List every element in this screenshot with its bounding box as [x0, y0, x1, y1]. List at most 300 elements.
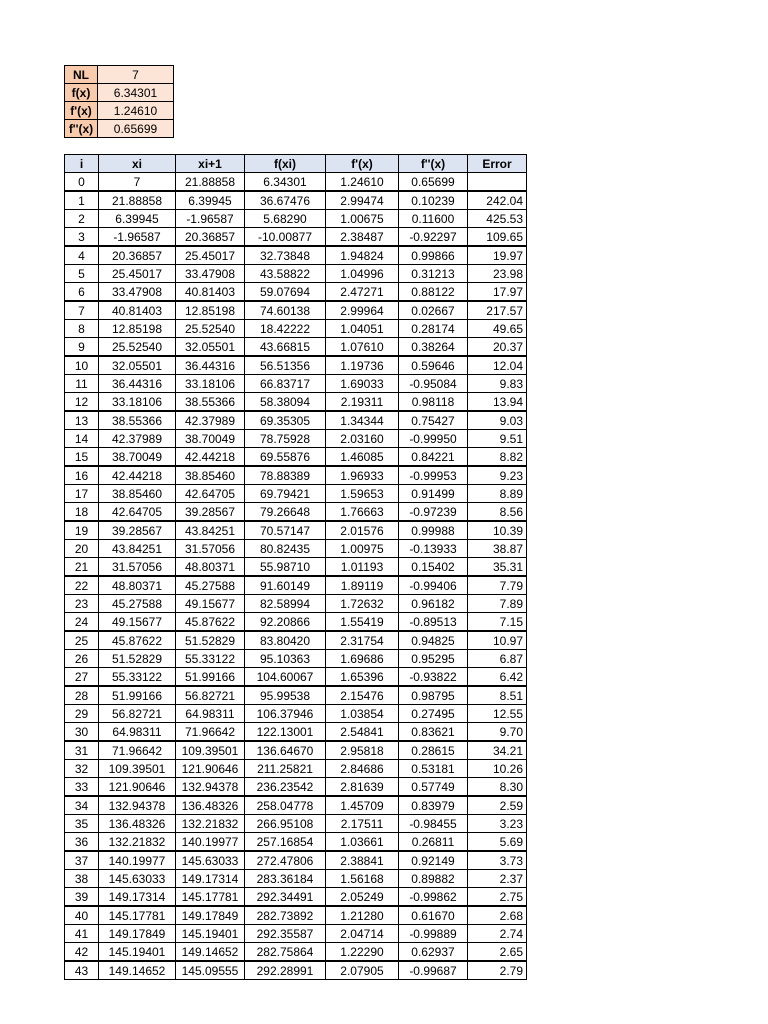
cell-error: 9.23	[468, 466, 527, 485]
cell-i: 39	[65, 888, 99, 907]
cell-xi-plus-1: 149.14652	[176, 943, 245, 962]
cell-xi-plus-1: 132.21832	[176, 815, 245, 833]
cell-i: 20	[65, 540, 99, 558]
table-row	[65, 668, 527, 687]
table-row	[65, 173, 527, 192]
cell-fxi: 78.75928	[245, 430, 326, 448]
cell-xi: 64.98311	[99, 723, 176, 742]
cell-error: 17.97	[468, 283, 527, 302]
cell-fxi: 66.83717	[245, 375, 326, 393]
cell-xi: 25.45017	[99, 265, 176, 283]
cell-second-derivative: 0.92149	[399, 851, 468, 870]
cell-second-derivative: 0.65699	[399, 173, 468, 192]
cell-fxi: 56.51356	[245, 356, 326, 375]
cell-fxi: 69.79421	[245, 485, 326, 503]
cell-second-derivative: 0.53181	[399, 760, 468, 778]
table-row	[65, 796, 527, 815]
cell-error: 8.82	[468, 448, 527, 467]
cell-first-derivative: 2.38841	[326, 851, 399, 870]
cell-error: 8.51	[468, 686, 527, 705]
cell-xi-plus-1: 42.44218	[176, 448, 245, 467]
cell-error: 12.04	[468, 356, 527, 375]
cell-xi: 55.33122	[99, 668, 176, 687]
cell-error: 19.97	[468, 246, 527, 265]
cell-xi-plus-1: 109.39501	[176, 741, 245, 760]
cell-second-derivative: -0.99953	[399, 466, 468, 485]
cell-first-derivative: 2.99964	[326, 301, 399, 320]
cell-error: 20.37	[468, 338, 527, 357]
cell-first-derivative: 1.04996	[326, 265, 399, 283]
cell-i: 5	[65, 265, 99, 283]
cell-fxi: 292.34491	[245, 888, 326, 907]
cell-fxi: 95.99538	[245, 686, 326, 705]
cell-error: 10.97	[468, 631, 527, 650]
cell-i: 18	[65, 503, 99, 522]
cell-fxi: 43.66815	[245, 338, 326, 357]
cell-error: 38.87	[468, 540, 527, 558]
cell-fxi: 95.10363	[245, 650, 326, 668]
cell-xi-plus-1: 49.15677	[176, 595, 245, 613]
cell-xi-plus-1: 33.18106	[176, 375, 245, 393]
cell-error: 2.79	[468, 961, 527, 980]
cell-first-derivative: 2.99474	[326, 191, 399, 210]
cell-error: 8.30	[468, 778, 527, 797]
cell-xi-plus-1: 149.17314	[176, 870, 245, 888]
cell-first-derivative: 1.34344	[326, 411, 399, 430]
cell-error: 9.03	[468, 411, 527, 430]
cell-xi-plus-1: -1.96587	[176, 210, 245, 228]
cell-fxi: 258.04778	[245, 796, 326, 815]
table-row	[65, 943, 527, 962]
cell-first-derivative: 2.84686	[326, 760, 399, 778]
summary-label: f'(x)	[65, 102, 98, 120]
cell-xi: 43.84251	[99, 540, 176, 558]
table-row	[65, 778, 527, 797]
cell-i: 36	[65, 833, 99, 852]
cell-first-derivative: 1.22290	[326, 943, 399, 962]
cell-error: 6.87	[468, 650, 527, 668]
cell-error: 8.89	[468, 485, 527, 503]
header-row	[65, 155, 527, 173]
cell-first-derivative: 2.03160	[326, 430, 399, 448]
cell-second-derivative: 0.91499	[399, 485, 468, 503]
cell-i: 11	[65, 375, 99, 393]
cell-xi-plus-1: 45.87622	[176, 613, 245, 632]
cell-error: 217.57	[468, 301, 527, 320]
cell-i: 40	[65, 906, 99, 925]
cell-fxi: 74.60138	[245, 301, 326, 320]
cell-second-derivative: 0.57749	[399, 778, 468, 797]
cell-xi: 7	[99, 173, 176, 192]
cell-second-derivative: 0.10239	[399, 191, 468, 210]
cell-xi-plus-1: 6.39945	[176, 191, 245, 210]
cell-first-derivative: 1.72632	[326, 595, 399, 613]
cell-xi-plus-1: 45.27588	[176, 576, 245, 595]
header-first-derivative: f'(x)	[326, 155, 399, 173]
cell-xi: 136.48326	[99, 815, 176, 833]
cell-i: 13	[65, 411, 99, 430]
cell-xi: 40.81403	[99, 301, 176, 320]
cell-first-derivative: 1.19736	[326, 356, 399, 375]
cell-error: 8.56	[468, 503, 527, 522]
table-row	[65, 870, 527, 888]
cell-error: 2.37	[468, 870, 527, 888]
header-xi: xi	[99, 155, 176, 173]
cell-xi-plus-1: 145.63033	[176, 851, 245, 870]
cell-xi: 20.36857	[99, 246, 176, 265]
cell-xi-plus-1: 43.84251	[176, 521, 245, 540]
cell-xi-plus-1: 145.09555	[176, 961, 245, 980]
table-row	[65, 301, 527, 320]
cell-fxi: 69.35305	[245, 411, 326, 430]
cell-i: 15	[65, 448, 99, 467]
table-row	[65, 558, 527, 577]
cell-first-derivative: 1.76663	[326, 503, 399, 522]
cell-i: 23	[65, 595, 99, 613]
cell-xi: 149.14652	[99, 961, 176, 980]
cell-second-derivative: 0.11600	[399, 210, 468, 228]
header-second-derivative: f''(x)	[399, 155, 468, 173]
cell-error: 35.31	[468, 558, 527, 577]
cell-second-derivative: 0.15402	[399, 558, 468, 577]
cell-fxi: 104.60067	[245, 668, 326, 687]
cell-xi-plus-1: 36.44316	[176, 356, 245, 375]
cell-first-derivative: 1.69033	[326, 375, 399, 393]
cell-second-derivative: 0.83979	[399, 796, 468, 815]
cell-xi: 42.44218	[99, 466, 176, 485]
table-row	[65, 356, 527, 375]
cell-first-derivative: 1.24610	[326, 173, 399, 192]
cell-error: 425.53	[468, 210, 527, 228]
cell-xi: 149.17314	[99, 888, 176, 907]
table-row	[65, 283, 527, 302]
table-row	[65, 265, 527, 283]
cell-i: 22	[65, 576, 99, 595]
cell-second-derivative: -0.99406	[399, 576, 468, 595]
cell-xi-plus-1: 55.33122	[176, 650, 245, 668]
cell-fxi: 69.55876	[245, 448, 326, 467]
cell-xi-plus-1: 38.70049	[176, 430, 245, 448]
cell-xi: 25.52540	[99, 338, 176, 357]
cell-i: 43	[65, 961, 99, 980]
cell-xi: 12.85198	[99, 320, 176, 338]
table-row	[65, 210, 527, 228]
cell-xi: 149.17849	[99, 925, 176, 943]
table-row	[65, 833, 527, 852]
cell-error: 5.69	[468, 833, 527, 852]
cell-second-derivative: 0.83621	[399, 723, 468, 742]
cell-error	[468, 173, 527, 192]
table-row	[65, 961, 527, 980]
cell-i: 26	[65, 650, 99, 668]
cell-fxi: 283.36184	[245, 870, 326, 888]
cell-xi: 42.37989	[99, 430, 176, 448]
cell-xi: 145.17781	[99, 906, 176, 925]
table-row	[65, 191, 527, 210]
cell-xi-plus-1: 38.55366	[176, 393, 245, 412]
cell-first-derivative: 2.19311	[326, 393, 399, 412]
cell-error: 34.21	[468, 741, 527, 760]
cell-second-derivative: 0.38264	[399, 338, 468, 357]
summary-value: 7	[98, 66, 174, 84]
cell-first-derivative: 1.03854	[326, 705, 399, 723]
cell-i: 29	[65, 705, 99, 723]
table-row	[65, 466, 527, 485]
cell-i: 41	[65, 925, 99, 943]
cell-xi: 31.57056	[99, 558, 176, 577]
cell-first-derivative: 1.00675	[326, 210, 399, 228]
summary-table	[64, 65, 174, 138]
table-row	[65, 888, 527, 907]
cell-i: 6	[65, 283, 99, 302]
cell-xi-plus-1: 32.05501	[176, 338, 245, 357]
iteration-table	[64, 154, 527, 980]
cell-error: 3.73	[468, 851, 527, 870]
cell-xi-plus-1: 39.28567	[176, 503, 245, 522]
table-row	[65, 815, 527, 833]
cell-error: 10.39	[468, 521, 527, 540]
cell-xi: 38.85460	[99, 485, 176, 503]
cell-xi-plus-1: 64.98311	[176, 705, 245, 723]
cell-second-derivative: 0.02667	[399, 301, 468, 320]
cell-xi: 32.05501	[99, 356, 176, 375]
table-row	[65, 375, 527, 393]
cell-fxi: 80.82435	[245, 540, 326, 558]
cell-second-derivative: -0.98455	[399, 815, 468, 833]
cell-second-derivative: -0.89513	[399, 613, 468, 632]
cell-i: 2	[65, 210, 99, 228]
cell-fxi: 18.42222	[245, 320, 326, 338]
summary-label: f''(x)	[65, 120, 98, 138]
cell-xi: 48.80371	[99, 576, 176, 595]
cell-xi: 45.87622	[99, 631, 176, 650]
table-row	[65, 760, 527, 778]
cell-i: 14	[65, 430, 99, 448]
cell-second-derivative: 0.27495	[399, 705, 468, 723]
cell-first-derivative: 1.01193	[326, 558, 399, 577]
cell-first-derivative: 1.89119	[326, 576, 399, 595]
cell-xi: -1.96587	[99, 228, 176, 247]
cell-i: 0	[65, 173, 99, 192]
cell-xi-plus-1: 140.19977	[176, 833, 245, 852]
cell-error: 242.04	[468, 191, 527, 210]
table-row	[65, 448, 527, 467]
cell-xi: 42.64705	[99, 503, 176, 522]
cell-fxi: 5.68290	[245, 210, 326, 228]
cell-xi-plus-1: 25.52540	[176, 320, 245, 338]
cell-i: 31	[65, 741, 99, 760]
cell-xi-plus-1: 31.57056	[176, 540, 245, 558]
cell-second-derivative: 0.84221	[399, 448, 468, 467]
cell-xi: 33.18106	[99, 393, 176, 412]
header-error: Error	[468, 155, 527, 173]
cell-error: 12.55	[468, 705, 527, 723]
cell-first-derivative: 1.45709	[326, 796, 399, 815]
table-row	[65, 906, 527, 925]
cell-error: 2.59	[468, 796, 527, 815]
summary-value: 0.65699	[98, 120, 174, 138]
cell-first-derivative: 2.95818	[326, 741, 399, 760]
cell-fxi: 78.88389	[245, 466, 326, 485]
cell-fxi: 122.13001	[245, 723, 326, 742]
cell-i: 12	[65, 393, 99, 412]
cell-xi: 51.99166	[99, 686, 176, 705]
cell-fxi: 91.60149	[245, 576, 326, 595]
cell-xi-plus-1: 38.85460	[176, 466, 245, 485]
cell-fxi: 82.58994	[245, 595, 326, 613]
cell-i: 8	[65, 320, 99, 338]
cell-xi-plus-1: 42.37989	[176, 411, 245, 430]
cell-xi: 38.55366	[99, 411, 176, 430]
cell-error: 9.70	[468, 723, 527, 742]
cell-fxi: 59.07694	[245, 283, 326, 302]
summary-value: 1.24610	[98, 102, 174, 120]
cell-xi-plus-1: 71.96642	[176, 723, 245, 742]
cell-second-derivative: -0.13933	[399, 540, 468, 558]
cell-first-derivative: 1.59653	[326, 485, 399, 503]
table-row	[65, 576, 527, 595]
cell-first-derivative: 1.04051	[326, 320, 399, 338]
cell-first-derivative: 1.55419	[326, 613, 399, 632]
cell-first-derivative: 1.56168	[326, 870, 399, 888]
summary-row	[65, 120, 174, 138]
table-row	[65, 851, 527, 870]
table-row	[65, 393, 527, 412]
cell-i: 7	[65, 301, 99, 320]
cell-xi: 56.82721	[99, 705, 176, 723]
cell-xi: 132.94378	[99, 796, 176, 815]
cell-error: 109.65	[468, 228, 527, 247]
cell-first-derivative: 1.46085	[326, 448, 399, 467]
header-i: i	[65, 155, 99, 173]
cell-second-derivative: 0.62937	[399, 943, 468, 962]
cell-second-derivative: 0.99866	[399, 246, 468, 265]
cell-first-derivative: 2.81639	[326, 778, 399, 797]
cell-error: 3.23	[468, 815, 527, 833]
cell-fxi: 55.98710	[245, 558, 326, 577]
cell-first-derivative: 1.94824	[326, 246, 399, 265]
cell-second-derivative: 0.75427	[399, 411, 468, 430]
cell-first-derivative: 2.17511	[326, 815, 399, 833]
cell-first-derivative: 2.47271	[326, 283, 399, 302]
cell-xi: 21.88858	[99, 191, 176, 210]
cell-fxi: 43.58822	[245, 265, 326, 283]
cell-error: 23.98	[468, 265, 527, 283]
cell-i: 37	[65, 851, 99, 870]
summary-row	[65, 84, 174, 102]
cell-fxi: 236.23542	[245, 778, 326, 797]
cell-xi-plus-1: 33.47908	[176, 265, 245, 283]
cell-i: 25	[65, 631, 99, 650]
cell-fxi: 282.73892	[245, 906, 326, 925]
header-fxi: f(xi)	[245, 155, 326, 173]
table-row	[65, 246, 527, 265]
table-row	[65, 650, 527, 668]
cell-first-derivative: 2.54841	[326, 723, 399, 742]
cell-second-derivative: 0.59646	[399, 356, 468, 375]
table-row	[65, 631, 527, 650]
cell-second-derivative: 0.94825	[399, 631, 468, 650]
cell-second-derivative: 0.98118	[399, 393, 468, 412]
cell-xi-plus-1: 136.48326	[176, 796, 245, 815]
summary-value: 6.34301	[98, 84, 174, 102]
cell-error: 9.83	[468, 375, 527, 393]
cell-fxi: 58.38094	[245, 393, 326, 412]
cell-xi-plus-1: 42.64705	[176, 485, 245, 503]
cell-first-derivative: 2.07905	[326, 961, 399, 980]
cell-fxi: 136.64670	[245, 741, 326, 760]
cell-i: 4	[65, 246, 99, 265]
cell-first-derivative: 2.04714	[326, 925, 399, 943]
cell-first-derivative: 2.15476	[326, 686, 399, 705]
cell-xi: 45.27588	[99, 595, 176, 613]
cell-xi-plus-1: 145.19401	[176, 925, 245, 943]
cell-error: 2.75	[468, 888, 527, 907]
cell-i: 1	[65, 191, 99, 210]
cell-second-derivative: 0.95295	[399, 650, 468, 668]
cell-xi-plus-1: 149.17849	[176, 906, 245, 925]
cell-fxi: 70.57147	[245, 521, 326, 540]
table-row	[65, 613, 527, 632]
cell-i: 24	[65, 613, 99, 632]
table-row	[65, 686, 527, 705]
cell-second-derivative: -0.93822	[399, 668, 468, 687]
cell-second-derivative: 0.88122	[399, 283, 468, 302]
cell-fxi: 292.35587	[245, 925, 326, 943]
cell-xi-plus-1: 21.88858	[176, 173, 245, 192]
cell-first-derivative: 1.00975	[326, 540, 399, 558]
cell-error: 2.65	[468, 943, 527, 962]
cell-first-derivative: 1.21280	[326, 906, 399, 925]
cell-first-derivative: 2.01576	[326, 521, 399, 540]
cell-xi: 36.44316	[99, 375, 176, 393]
cell-first-derivative: 2.31754	[326, 631, 399, 650]
cell-xi: 51.52829	[99, 650, 176, 668]
cell-first-derivative: 1.07610	[326, 338, 399, 357]
cell-fxi: -10.00877	[245, 228, 326, 247]
cell-error: 49.65	[468, 320, 527, 338]
cell-second-derivative: -0.92297	[399, 228, 468, 247]
summary-label: NL	[65, 66, 98, 84]
cell-xi: 38.70049	[99, 448, 176, 467]
summary-row	[65, 66, 174, 84]
table-row	[65, 521, 527, 540]
cell-xi-plus-1: 132.94378	[176, 778, 245, 797]
cell-fxi: 79.26648	[245, 503, 326, 522]
cell-i: 21	[65, 558, 99, 577]
cell-xi: 145.63033	[99, 870, 176, 888]
cell-i: 3	[65, 228, 99, 247]
cell-xi: 6.39945	[99, 210, 176, 228]
cell-xi-plus-1: 25.45017	[176, 246, 245, 265]
cell-xi-plus-1: 48.80371	[176, 558, 245, 577]
cell-xi-plus-1: 12.85198	[176, 301, 245, 320]
cell-i: 27	[65, 668, 99, 687]
cell-second-derivative: 0.26811	[399, 833, 468, 852]
table-row	[65, 411, 527, 430]
cell-second-derivative: 0.96182	[399, 595, 468, 613]
cell-xi: 132.21832	[99, 833, 176, 852]
header-xi-plus-1: xi+1	[176, 155, 245, 173]
cell-fxi: 32.73848	[245, 246, 326, 265]
cell-fxi: 6.34301	[245, 173, 326, 192]
cell-fxi: 257.16854	[245, 833, 326, 852]
cell-error: 7.15	[468, 613, 527, 632]
cell-i: 32	[65, 760, 99, 778]
table-row	[65, 595, 527, 613]
cell-second-derivative: -0.99950	[399, 430, 468, 448]
cell-first-derivative: 1.69686	[326, 650, 399, 668]
